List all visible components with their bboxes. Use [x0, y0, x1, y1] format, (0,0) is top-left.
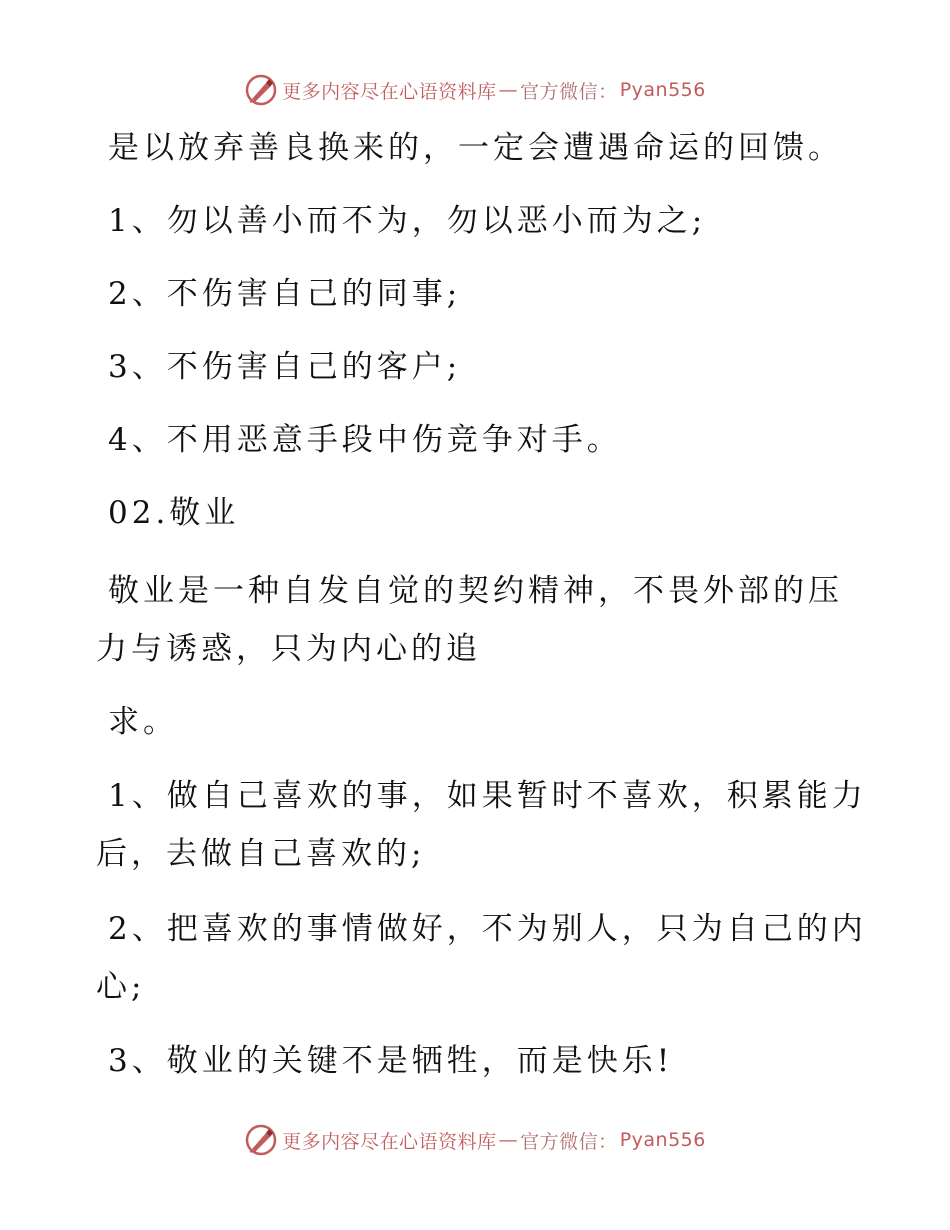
watermark-separator: —	[498, 1129, 519, 1151]
footer-watermark	[0, 1120, 950, 1160]
header-watermark	[0, 70, 950, 110]
paragraph-line: 是以放弃善良换来的，一定会遭遇命运的回馈。	[108, 130, 843, 166]
list-item: 3、不伤害自己的客户;	[108, 349, 462, 385]
list-item: 1、勿以善小而不为，勿以恶小而为之;	[108, 203, 707, 239]
watermark-brand: 更多内容尽在心语资料库	[282, 1130, 497, 1153]
list-item: 2、把喜欢的事情做好，不为别人，只为自己的内	[108, 911, 867, 947]
list-item-continuation: 心;	[96, 969, 146, 1005]
list-item: 4、不用恶意手段中伤竞争对手。	[108, 422, 622, 458]
watermark-separator: —	[498, 79, 519, 101]
list-item: 3、敬业的关键不是牺牲，而是快乐!	[108, 1043, 674, 1079]
watermark-wechat-id: Pyan556	[619, 1129, 706, 1151]
section-heading: 02.敬业	[108, 495, 240, 531]
list-item-continuation: 后，去做自己喜欢的;	[96, 836, 426, 872]
list-item: 2、不伤害自己的同事;	[108, 276, 462, 312]
list-item: 1、做自己喜欢的事，如果暂时不喜欢，积累能力	[108, 778, 867, 814]
pen-logo-icon	[244, 1123, 278, 1157]
pen-logo-icon	[244, 73, 278, 107]
watermark-label: 官方微信：	[520, 1130, 618, 1153]
watermark-brand: 更多内容尽在心语资料库	[282, 80, 497, 103]
paragraph-line: 敬业是一种自发自觉的契约精神，不畏外部的压	[108, 573, 843, 609]
paragraph-line: 力与诱惑，只为内心的追	[96, 631, 481, 667]
watermark-wechat-id: Pyan556	[619, 79, 706, 101]
paragraph-line: 求。	[108, 704, 178, 740]
watermark-label: 官方微信：	[520, 80, 618, 103]
